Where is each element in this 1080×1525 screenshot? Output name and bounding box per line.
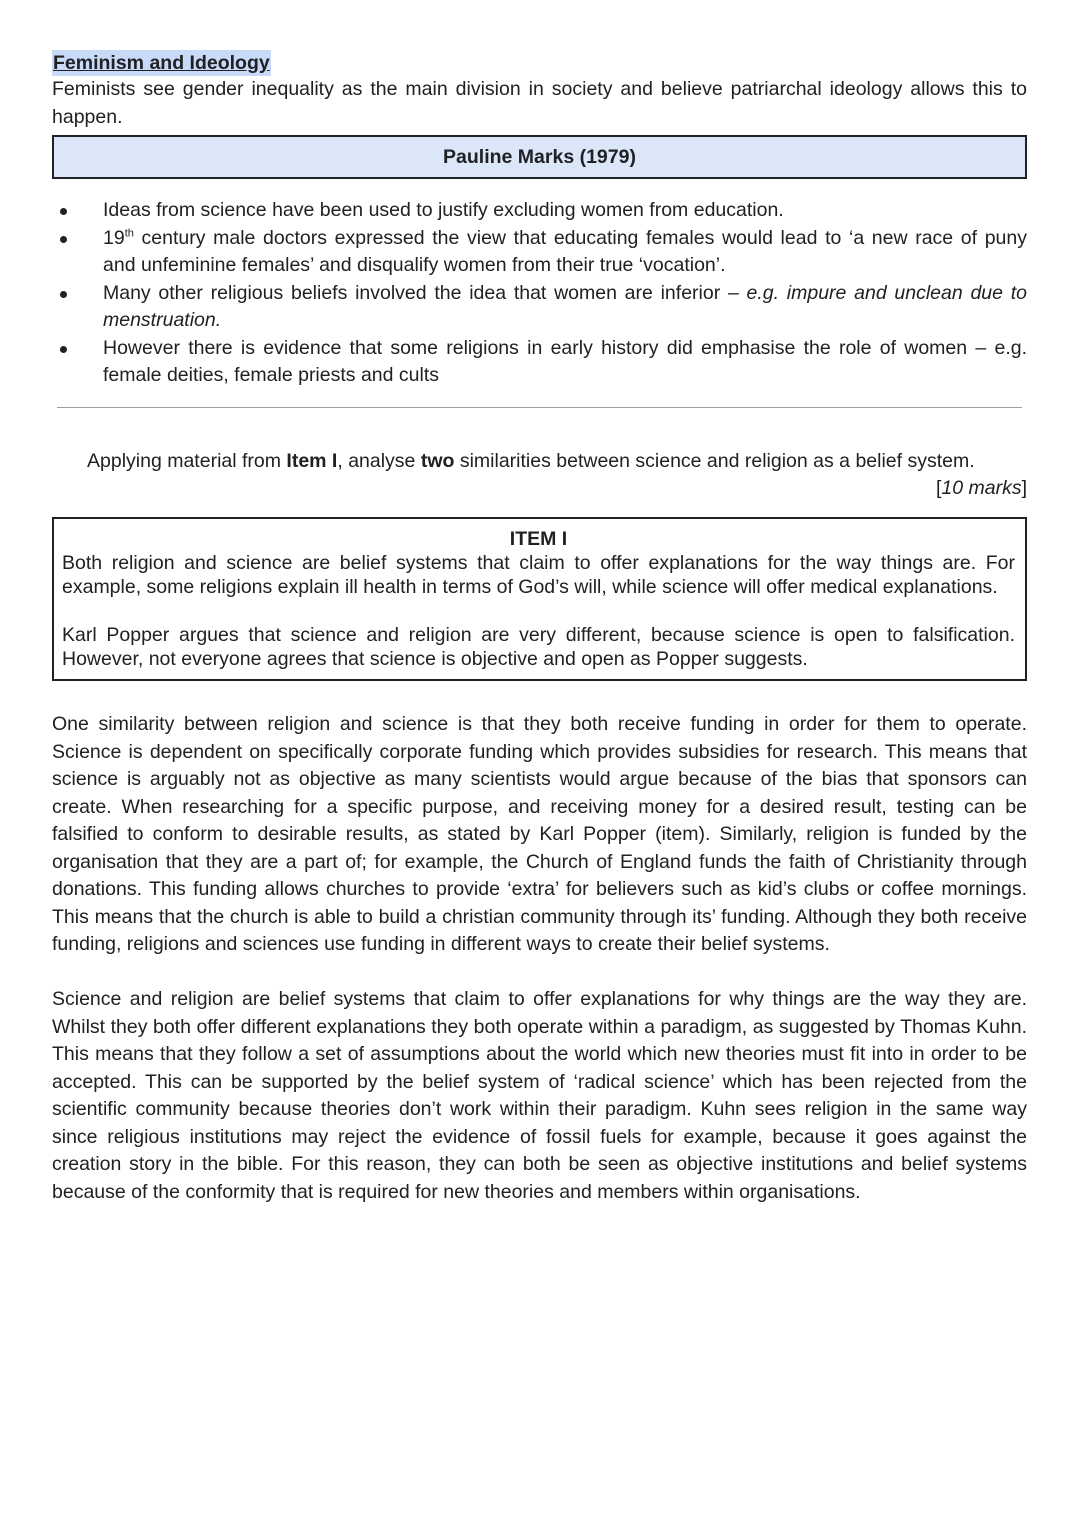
bullet-icon [60,291,67,298]
essay-paragraph: One similarity between religion and science is that they both receive funding in order for them to operate. Science is dependent on specifically corporate funding which provides subsidies for research. This means that science is arguably not as objective as many scientists would argue because of the bias that sponsors can create. When researching for a specific purpose, and receiving money for a desired result, testing can be falsified to conform to desirable results, as stated by Karl Popper (item). Similarly, religion is funded by the organisation that they are a part of; for example, the Church of England funds the faith of Christianity through donations. This funding allows churches to provide ‘extra’ for believers such as kid’s clubs or coffee mornings. This means that the church is able to build a christian community through its’ funding. Although they both receive funding, religions and sciences use funding in different ways to create their belief systems. [52,713,1027,955]
theorist-box [52,135,1027,179]
bullet-text: However there is evidence that some religions in early history did emphasise the role of women – e.g. female deities, female priests and cults [103,336,1027,386]
question-text: Applying material from [87,449,287,472]
marks-bracket: [ [935,477,942,499]
ordinal-superscript: th [124,227,134,239]
bullet-item [52,335,1027,390]
marks-label [52,475,1027,501]
bullet-text-number: 19 [103,226,125,249]
bullet-item [52,280,1027,335]
bullet-item [52,197,1027,225]
item-paragraph: Karl Popper argues that science and religion are very different, because science is open to falsification. However, not everyone agrees that science is objective and open as Popper suggests. [62,624,1015,670]
question-text: similarities between science and religion as a belief system. [454,449,975,472]
bullet-list [52,197,1027,390]
intro-paragraph: Feminists see gender inequality as the main division in society and believe patriarchal ideology allows this to happen. [52,78,1027,128]
exam-question [87,448,1027,476]
theorist-box-title: Pauline Marks (1979) [443,145,636,168]
bullet-example-italic: e.g. impure and unclean due to menstruation. [103,281,1027,331]
item-box [52,517,1027,681]
question-text: , analyse [337,449,421,472]
question-bold: Item I [286,449,338,472]
bullet-icon [60,346,67,353]
marks-bracket: ] [1021,477,1027,499]
bullet-icon [60,208,67,215]
bullet-text: Many other religious beliefs involved the idea that women are inferior – [103,281,747,304]
item-title: ITEM I [509,528,568,550]
bullet-icon [60,236,67,243]
marks-text: 10 marks [941,477,1022,499]
bullet-text: century male doctors expressed the view that educating females would lead to ‘a new race of puny and unfeminine females’ and disqualify women from their true ‘vocation’. [103,226,1027,276]
item-paragraph: Both religion and science are belief systems that claim to offer explanations for the way things are. For example, some religions explain ill health in terms of God’s will, while science will offer medical explanations. [62,552,1015,598]
question-bold: two [420,449,455,472]
bullet-text: Ideas from science have been used to justify excluding women from education. [103,199,784,221]
section-heading: Feminism and Ideology [53,52,270,74]
bullet-item [52,225,1027,280]
essay-paragraph: Science and religion are belief systems that claim to offer explanations for why things are the way they are. Whilst they both offer different explanations they both operate within a paradigm, as suggested by Thomas Kuhn. This means that they follow a set of assumptions about the world which new theories must fit into in order to be accepted. This can be supported by the belief system of ‘radical science’ which has been rejected from the scientific community because theories don’t work within their paradigm. Kuhn sees religion in the same way since religious institutions may reject the evidence of fossil fuels for example, because it goes against the creation story in the bible. For this reason, they can both be seen as objective institutions and belief systems because of the conformity that is required for new theories and members within organisations. [52,988,1027,1203]
document-page [52,50,1027,1206]
horizontal-divider [57,407,1022,408]
